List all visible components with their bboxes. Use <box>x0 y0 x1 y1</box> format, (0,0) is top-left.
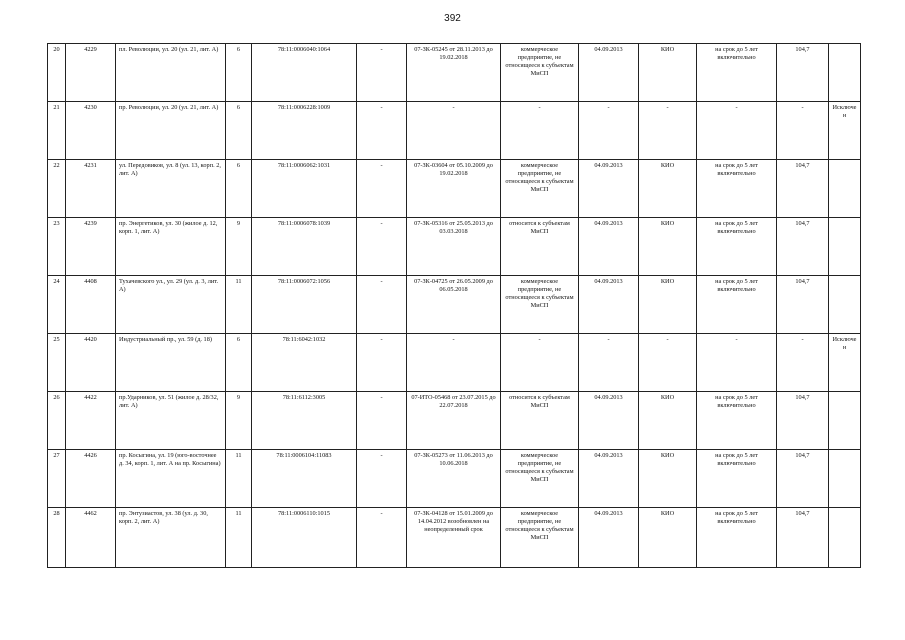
contract-cell: - <box>407 334 501 392</box>
contract-cell: 07-ИТО-05468 от 23.07.2015 до 22.07.2018 <box>407 392 501 450</box>
row-number-cell: 22 <box>48 160 66 218</box>
object-code-cell: 4462 <box>66 508 116 568</box>
district-cell: 6 <box>226 334 252 392</box>
term-cell: на срок до 5 лет включительно <box>697 276 777 334</box>
empty-dash-cell: - <box>357 450 407 508</box>
area-cell: 104,7 <box>777 218 829 276</box>
status-cell: относится к субъектам МиСП <box>501 392 579 450</box>
contract-cell: 07-ЗК-04128 от 15.01.2009 до 14.04.2012 возобновлен на неопределенный срок <box>407 508 501 568</box>
row-number-cell: 26 <box>48 392 66 450</box>
object-code-cell: 4426 <box>66 450 116 508</box>
area-cell: 104,7 <box>777 508 829 568</box>
object-code-cell: 4231 <box>66 160 116 218</box>
term-cell: на срок до 5 лет включительно <box>697 508 777 568</box>
empty-dash-cell: - <box>357 160 407 218</box>
registry-body <box>48 44 861 568</box>
table-row <box>48 450 861 508</box>
row-number-cell: 25 <box>48 334 66 392</box>
empty-dash-cell: - <box>357 102 407 160</box>
date-cell: 04.09.2013 <box>579 508 639 568</box>
cadastral-number-cell: 78:11:0006062:1031 <box>252 160 357 218</box>
district-cell: 6 <box>226 160 252 218</box>
district-cell: 9 <box>226 392 252 450</box>
empty-dash-cell: - <box>357 508 407 568</box>
term-cell: на срок до 5 лет включительно <box>697 392 777 450</box>
note-cell <box>829 44 861 102</box>
organization-cell: КИО <box>639 508 697 568</box>
empty-dash-cell: - <box>357 334 407 392</box>
table-row <box>48 44 861 102</box>
object-code-cell: 4229 <box>66 44 116 102</box>
address-cell: пр. Энергетиков, ул. 30 (жилое д. 12, корп. 1, лит. А) <box>116 218 226 276</box>
note-cell: Исключен <box>829 102 861 160</box>
object-code-cell: 4422 <box>66 392 116 450</box>
cadastral-number-cell: 78:11:6042:1032 <box>252 334 357 392</box>
status-cell: коммерческое предприятие, не относящееся к субъектам МиСП <box>501 508 579 568</box>
cadastral-number-cell: 78:11:0006104:11083 <box>252 450 357 508</box>
object-code-cell: 4239 <box>66 218 116 276</box>
address-cell: пр.Ударников, ул. 51 (жилое д. 28/32, лит. А) <box>116 392 226 450</box>
status-cell: относится к субъектам МиСП <box>501 218 579 276</box>
area-cell: 104,7 <box>777 44 829 102</box>
area-cell: 104,7 <box>777 450 829 508</box>
note-cell <box>829 218 861 276</box>
table-row <box>48 392 861 450</box>
address-cell: Тухачевского ул., ул. 29 (ул. д. 3, лит. А) <box>116 276 226 334</box>
area-cell: - <box>777 334 829 392</box>
organization-cell: КИО <box>639 160 697 218</box>
organization-cell: КИО <box>639 392 697 450</box>
table-row <box>48 160 861 218</box>
contract-cell: 07-ЗК-05273 от 11.06.2013 до 10.06.2018 <box>407 450 501 508</box>
table-row <box>48 102 861 160</box>
object-code-cell: 4230 <box>66 102 116 160</box>
organization-cell: - <box>639 334 697 392</box>
empty-dash-cell: - <box>357 276 407 334</box>
term-cell: на срок до 5 лет включительно <box>697 44 777 102</box>
table-row <box>48 508 861 568</box>
district-cell: 11 <box>226 508 252 568</box>
contract-cell: 07-ЗК-03604 от 05.10.2009 до 19.02.2018 <box>407 160 501 218</box>
area-cell: 104,7 <box>777 276 829 334</box>
area-cell: - <box>777 102 829 160</box>
district-cell: 9 <box>226 218 252 276</box>
row-number-cell: 28 <box>48 508 66 568</box>
empty-dash-cell: - <box>357 44 407 102</box>
status-cell: коммерческое предприятие, не относящееся к субъектам МиСП <box>501 276 579 334</box>
row-number-cell: 27 <box>48 450 66 508</box>
note-cell <box>829 276 861 334</box>
term-cell: на срок до 5 лет включительно <box>697 218 777 276</box>
date-cell: 04.09.2013 <box>579 392 639 450</box>
district-cell: 11 <box>226 276 252 334</box>
status-cell: - <box>501 102 579 160</box>
date-cell: 04.09.2013 <box>579 450 639 508</box>
cadastral-number-cell: 78:11:0006072:1056 <box>252 276 357 334</box>
cadastral-number-cell: 78:11:6112:3005 <box>252 392 357 450</box>
note-cell: Исключен <box>829 334 861 392</box>
note-cell <box>829 450 861 508</box>
registry-table <box>47 43 861 568</box>
note-cell <box>829 160 861 218</box>
date-cell: - <box>579 102 639 160</box>
area-cell: 104,7 <box>777 392 829 450</box>
address-cell: пр. Энтузиастов, ул. 38 (ул. д. 30, корп. 2, лит. А) <box>116 508 226 568</box>
date-cell: 04.09.2013 <box>579 160 639 218</box>
term-cell: на срок до 5 лет включительно <box>697 160 777 218</box>
district-cell: 6 <box>226 102 252 160</box>
term-cell: на срок до 5 лет включительно <box>697 450 777 508</box>
row-number-cell: 20 <box>48 44 66 102</box>
row-number-cell: 23 <box>48 218 66 276</box>
object-code-cell: 4408 <box>66 276 116 334</box>
organization-cell: КИО <box>639 218 697 276</box>
date-cell: - <box>579 334 639 392</box>
district-cell: 11 <box>226 450 252 508</box>
address-cell: Индустриальный пр., ул. 59 (д. 18) <box>116 334 226 392</box>
note-cell <box>829 392 861 450</box>
organization-cell: КИО <box>639 44 697 102</box>
note-cell <box>829 508 861 568</box>
row-number-cell: 24 <box>48 276 66 334</box>
table-row <box>48 334 861 392</box>
status-cell: коммерческое предприятие, не относящееся к субъектам МиСП <box>501 160 579 218</box>
contract-cell: - <box>407 102 501 160</box>
organization-cell: - <box>639 102 697 160</box>
table-row <box>48 218 861 276</box>
cadastral-number-cell: 78:11:0006228:1009 <box>252 102 357 160</box>
area-cell: 104,7 <box>777 160 829 218</box>
organization-cell: КИО <box>639 276 697 334</box>
contract-cell: 07-ЗК-04725 от 26.05.2009 до 06.05.2018 <box>407 276 501 334</box>
empty-dash-cell: - <box>357 392 407 450</box>
term-cell: - <box>697 102 777 160</box>
status-cell: коммерческое предприятие, не относящееся к субъектам МиСП <box>501 450 579 508</box>
contract-cell: 07-ЗК-05245 от 28.11.2013 до 19.02.2018 <box>407 44 501 102</box>
contract-cell: 07-ЗК-05316 от 25.05.2013 до 03.03.2018 <box>407 218 501 276</box>
address-cell: пр. Революции, ул. 20 (ул. 21, лит. А) <box>116 102 226 160</box>
cadastral-number-cell: 78:11:0006078:1039 <box>252 218 357 276</box>
cadastral-number-cell: 78:11:0006110:1015 <box>252 508 357 568</box>
table-row <box>48 276 861 334</box>
date-cell: 04.09.2013 <box>579 44 639 102</box>
date-cell: 04.09.2013 <box>579 218 639 276</box>
date-cell: 04.09.2013 <box>579 276 639 334</box>
address-cell: ул. Передовиков, ул. 8 (ул. 13, корп. 2, лит. А) <box>116 160 226 218</box>
district-cell: 6 <box>226 44 252 102</box>
address-cell: пр. Косыгина, ул. 19 (юго-восточнее д. 34, корп. 1, лит. А на пр. Косыгина) <box>116 450 226 508</box>
organization-cell: КИО <box>639 450 697 508</box>
status-cell: коммерческое предприятие, не относящееся к субъектам МиСП <box>501 44 579 102</box>
page-number: 392 <box>444 13 461 24</box>
term-cell: - <box>697 334 777 392</box>
row-number-cell: 21 <box>48 102 66 160</box>
address-cell: пл. Революции, ул. 20 (ул. 21, лит. А) <box>116 44 226 102</box>
status-cell: - <box>501 334 579 392</box>
empty-dash-cell: - <box>357 218 407 276</box>
cadastral-number-cell: 78:11:0006040:1064 <box>252 44 357 102</box>
object-code-cell: 4420 <box>66 334 116 392</box>
